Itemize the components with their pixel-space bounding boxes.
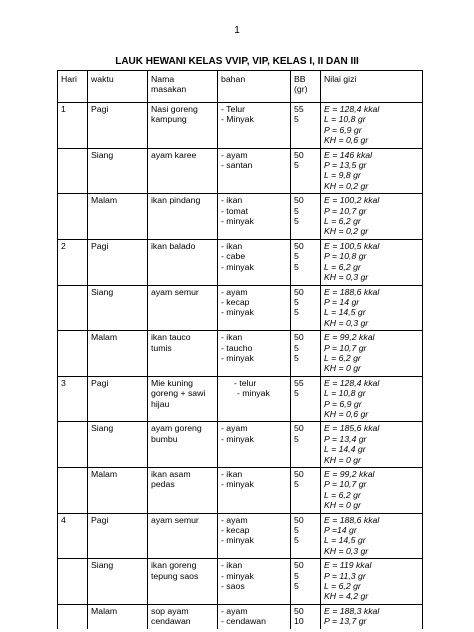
cell-nilai-gizi-line: E = 188,3 kkal (324, 605, 380, 616)
cell-waktu-text: Malam (91, 332, 118, 343)
cell-bb-line: 5 (294, 342, 299, 353)
cell-waktu-text: Pagi (91, 240, 109, 251)
cell-bb-line: 55 (294, 104, 304, 114)
header-bahan: bahan (218, 71, 291, 103)
cell-bahan-line: - minyak (221, 261, 254, 272)
cell-waktu-text: Pagi (91, 514, 109, 525)
cell-bahan-line: - ayam (221, 605, 248, 616)
cell-nama-masakan (148, 148, 218, 194)
table-row (58, 376, 423, 422)
cell-bahan-line: - ikan (221, 560, 243, 571)
cell-nilai-gizi (321, 331, 423, 377)
cell-nilai-gizi-line: E = 185,6 kkal (324, 423, 380, 434)
cell-nama-masakan (148, 604, 218, 628)
cell-nilai-gizi-line: E = 146 kkal (324, 149, 373, 160)
cell-hari (58, 239, 88, 285)
cell-nilai-gizi-line: E = 128,4 kkal (324, 377, 380, 388)
cell-nama-masakan-line: ikan asam (151, 469, 191, 479)
cell-bb-line: 50 (294, 423, 304, 434)
cell-bb-line: 5 (294, 479, 299, 490)
cell-nilai-gizi-line: KH = 0,3 gr (324, 545, 369, 556)
cell-nama-masakan (148, 194, 218, 240)
cell-waktu (88, 239, 148, 285)
cell-bahan-line: - minyak (221, 433, 254, 444)
header-nilai-gizi: Nilai gizi (321, 71, 423, 103)
cell-bahan-line: - ayam (221, 286, 248, 297)
cell-nilai-gizi (321, 239, 423, 285)
cell-nilai-gizi (321, 604, 423, 628)
cell-nilai-gizi-line: E = 99,2 kkal (324, 332, 375, 343)
cell-hari (58, 422, 88, 468)
cell-nilai-gizi-line: E = 100,2 kkal (324, 195, 380, 206)
table-row (58, 194, 423, 240)
cell-nilai-gizi (321, 376, 423, 422)
cell-bahan-line: - cabe (221, 251, 246, 262)
cell-bahan-line: - kecap (221, 525, 250, 536)
cell-nilai-gizi (321, 513, 423, 559)
cell-bb (291, 103, 321, 149)
cell-nilai-gizi (321, 285, 423, 331)
cell-bahan (218, 194, 291, 240)
cell-nilai-gizi-line: L = 6,2 gr (324, 581, 361, 592)
cell-waktu (88, 285, 148, 331)
cell-bb-line: 50 (294, 605, 304, 616)
cell-nilai-gizi-line: P = 10,7 gr (324, 479, 367, 490)
cell-bb (291, 468, 321, 514)
cell-waktu (88, 331, 148, 377)
cell-hari (58, 331, 88, 377)
cell-bahan-line: - ayam (221, 514, 248, 525)
cell-nama-masakan-line: goreng + sawi (151, 388, 206, 399)
cell-bahan-line: - ikan (221, 469, 243, 479)
cell-bb-line: 5 (294, 352, 299, 363)
cell-bb (291, 513, 321, 559)
cell-bb-line: 5 (294, 216, 299, 227)
cell-hari-text: 2 (61, 240, 66, 251)
cell-nilai-gizi-line: E = 99,2 kkal (324, 469, 375, 479)
cell-waktu-text: Pagi (91, 104, 109, 114)
cell-nilai-gizi (321, 148, 423, 194)
cell-nilai-gizi-line: P = 14 gr (324, 296, 360, 307)
cell-bahan-line: - cendawan (221, 616, 266, 627)
cell-nilai-gizi (321, 422, 423, 468)
cell-bahan (218, 331, 291, 377)
cell-nilai-gizi-line: L = 14,4 gr (324, 444, 366, 455)
table-row (58, 604, 423, 628)
cell-hari (58, 513, 88, 559)
table-row (58, 422, 423, 468)
cell-bahan (218, 468, 291, 514)
cell-waktu (88, 604, 148, 628)
cell-waktu (88, 422, 148, 468)
cell-bahan (218, 148, 291, 194)
cell-waktu-text: Siang (91, 560, 114, 571)
cell-bb-line: 5 (294, 307, 299, 318)
cell-nama-masakan-line: Nasi goreng (151, 104, 198, 114)
cell-bahan-line: - minyak (221, 352, 254, 363)
cell-bb-line: 5 (294, 433, 299, 444)
cell-nilai-gizi-line: KH = 0,2 gr (324, 226, 369, 237)
cell-nama-masakan-line: tepung saos (151, 570, 199, 581)
cell-bb (291, 604, 321, 628)
cell-nama-masakan-line: ayam semur (151, 286, 199, 297)
cell-bb (291, 285, 321, 331)
cell-waktu (88, 148, 148, 194)
cell-hari (58, 148, 88, 194)
cell-bb-line: 5 (294, 251, 299, 262)
cell-waktu (88, 513, 148, 559)
cell-nilai-gizi-line: P = 10,7 gr (324, 342, 367, 353)
cell-bahan (218, 285, 291, 331)
cell-bahan-line: - Minyak (221, 114, 254, 125)
cell-nilai-gizi-line: KH = 0,3 gr (324, 272, 369, 283)
cell-waktu (88, 559, 148, 605)
cell-bahan-line: - kecap (221, 296, 250, 307)
cell-waktu-text: Siang (91, 149, 114, 160)
cell-hari-text: 3 (61, 377, 66, 388)
cell-nama-masakan (148, 422, 218, 468)
cell-waktu-text: Pagi (91, 377, 109, 388)
cell-nilai-gizi-line: KH = 0,6 gr (324, 408, 369, 419)
cell-bb (291, 239, 321, 285)
cell-nama-masakan (148, 468, 218, 514)
cell-bahan-line: - minyak (237, 388, 270, 399)
cell-bb-line: 50 (294, 469, 304, 479)
page-number: 1 (234, 25, 240, 36)
table-row (58, 148, 423, 194)
cell-waktu-text: Siang (91, 423, 114, 434)
cell-bb-line: 5 (294, 296, 299, 307)
cell-hari-text: 4 (61, 514, 66, 525)
cell-nilai-gizi-line: KH = 0,3 gr (324, 317, 369, 328)
cell-nama-masakan-line: kampung (151, 114, 187, 125)
cell-nama-masakan (148, 103, 218, 149)
cell-nilai-gizi (321, 468, 423, 514)
cell-bb (291, 331, 321, 377)
cell-bb-line: 50 (294, 286, 304, 297)
cell-nilai-gizi (321, 559, 423, 605)
cell-waktu-text: Malam (91, 605, 118, 616)
cell-nilai-gizi-line: L = 6,2 gr (324, 261, 361, 272)
cell-hari (58, 103, 88, 149)
cell-nama-masakan (148, 285, 218, 331)
cell-bb-line: 50 (294, 560, 304, 571)
header-nama-masakan: Nama masakan (148, 71, 218, 103)
cell-nama-masakan (148, 559, 218, 605)
table-row (58, 331, 423, 377)
cell-bb-line: 50 (294, 240, 304, 251)
cell-nilai-gizi-line: KH = 0,2 gr (324, 180, 369, 191)
cell-bahan-line: - ayam (221, 149, 248, 160)
cell-hari (58, 376, 88, 422)
cell-bb-line: 5 (294, 388, 299, 399)
cell-nilai-gizi-line: L = 6,2 gr (324, 489, 361, 500)
cell-bahan (218, 559, 291, 605)
cell-bahan-line: - ikan (221, 332, 243, 343)
cell-nilai-gizi-line: P = 13,5 gr (324, 160, 367, 171)
cell-bb-line: 5 (294, 261, 299, 272)
cell-bb-line: 50 (294, 514, 304, 525)
cell-waktu-text: Malam (91, 195, 118, 206)
cell-nama-masakan-line: cendawan (151, 616, 191, 627)
cell-waktu (88, 376, 148, 422)
cell-bb-line: 5 (294, 205, 299, 216)
cell-waktu-text: Malam (91, 469, 118, 479)
cell-hari (58, 604, 88, 628)
cell-bahan-line: - telur (234, 377, 257, 388)
cell-nama-masakan-line: tumis (151, 342, 172, 353)
table-row (58, 285, 423, 331)
cell-bb-line: 50 (294, 195, 304, 206)
cell-nama-masakan-line: ikan tauco (151, 332, 191, 343)
cell-bahan-line: - santan (221, 160, 253, 171)
cell-bahan-line: - tomat (221, 205, 249, 216)
cell-hari (58, 194, 88, 240)
cell-nama-masakan (148, 331, 218, 377)
cell-hari-text: 1 (61, 104, 66, 114)
cell-bahan-line: - minyak (221, 479, 254, 490)
table-row (58, 513, 423, 559)
cell-nilai-gizi-line: E = 100,5 kkal (324, 240, 380, 251)
cell-nilai-gizi-line: L = 6,2 gr (324, 352, 361, 363)
cell-bb-line: 5 (294, 570, 299, 581)
cell-nama-masakan (148, 239, 218, 285)
table-header-row (58, 71, 423, 103)
cell-bahan (218, 604, 291, 628)
cell-bb-line: 55 (294, 377, 304, 388)
cell-bahan-line: - minyak (221, 570, 254, 581)
cell-bb-line: 5 (294, 581, 299, 592)
cell-nama-masakan-line: ikan pindang (151, 195, 201, 206)
cell-nilai-gizi-line: E = 188,6 kkal (324, 286, 380, 297)
cell-bb (291, 148, 321, 194)
cell-bahan-line: - ikan (221, 240, 243, 251)
cell-bahan (218, 422, 291, 468)
cell-nilai-gizi-line: L = 14,5 gr (324, 307, 366, 318)
cell-nama-masakan-line: Mie kuning (151, 377, 194, 388)
cell-nilai-gizi-line: P = 6,9 gr (324, 398, 362, 409)
cell-bahan-line: - minyak (221, 535, 254, 546)
cell-bb (291, 559, 321, 605)
cell-bahan (218, 239, 291, 285)
cell-bahan (218, 513, 291, 559)
cell-nilai-gizi-line: E = 128,4 kkal (324, 104, 380, 114)
table-row (58, 559, 423, 605)
cell-bb (291, 194, 321, 240)
cell-nilai-gizi-line: E = 119 kkal (324, 560, 372, 571)
cell-bahan-line: - minyak (221, 216, 254, 227)
cell-bahan-line: - ikan (221, 195, 243, 206)
cell-nama-masakan-line: sop ayam (151, 605, 189, 616)
cell-bb (291, 422, 321, 468)
cell-waktu (88, 468, 148, 514)
header-bb: BB (gr) (291, 71, 321, 103)
cell-hari (58, 285, 88, 331)
cell-bb-line: 5 (294, 160, 299, 171)
cell-hari (58, 468, 88, 514)
menu-table (57, 70, 423, 629)
cell-nilai-gizi-line: L = 9,8 gr (324, 170, 361, 181)
cell-nilai-gizi-line: L = 14,5 gr (324, 535, 366, 546)
cell-nama-masakan-line: ayam karee (151, 149, 197, 160)
cell-bb-line: 5 (294, 525, 299, 536)
cell-nilai-gizi-line: P = 13,4 gr (324, 433, 367, 444)
cell-nilai-gizi-line: P = 13,7 gr (324, 616, 367, 627)
cell-nilai-gizi-line: KH = 0 gr (324, 500, 361, 511)
cell-bahan (218, 103, 291, 149)
cell-bb-line: 5 (294, 535, 299, 546)
cell-nama-masakan (148, 513, 218, 559)
cell-nilai-gizi-line: P = 6,9 gr (324, 124, 362, 135)
cell-nama-masakan-line: hijau (151, 398, 170, 409)
cell-waktu-text: Siang (91, 286, 114, 297)
cell-nama-masakan (148, 376, 218, 422)
header-waktu: waktu (88, 71, 148, 103)
cell-nilai-gizi (321, 103, 423, 149)
cell-nilai-gizi (321, 194, 423, 240)
cell-bb-line: 50 (294, 149, 304, 160)
cell-bahan-line: - taucho (221, 342, 253, 353)
cell-nama-masakan-line: ayam goreng (151, 423, 202, 434)
cell-nilai-gizi-line: KH = 0 gr (324, 363, 361, 374)
cell-waktu (88, 194, 148, 240)
page-title: LAUK HEWANI KELAS VVIP, VIP, KELAS I, II DAN III (115, 56, 359, 67)
cell-bahan-line: - ayam (221, 423, 248, 434)
cell-nama-masakan-line: ikan goreng (151, 560, 197, 571)
cell-nilai-gizi-line: P = 11,3 gr (324, 570, 366, 581)
cell-nilai-gizi-line: KH = 4,2 gr (324, 591, 369, 602)
cell-nama-masakan-line: pedas (151, 479, 175, 490)
table-row (58, 103, 423, 149)
cell-nilai-gizi-line: L = 6,2 gr (324, 216, 361, 227)
table-row (58, 468, 423, 514)
cell-nama-masakan-line: bumbu (151, 433, 178, 444)
cell-nilai-gizi-line: KH = 0,6 gr (324, 135, 369, 146)
cell-bb-line: 5 (294, 114, 299, 125)
cell-bahan-line: - saos (221, 581, 245, 592)
cell-nilai-gizi-line: P =14 gr (324, 525, 357, 536)
cell-nilai-gizi-line: P = 10,8 gr (324, 251, 367, 262)
cell-bb-line: 10 (294, 616, 304, 627)
cell-bahan (218, 376, 291, 422)
cell-nama-masakan-line: ayam semur (151, 514, 199, 525)
cell-nilai-gizi-line: KH = 0 gr (324, 454, 361, 465)
cell-nilai-gizi-line: E = 188,6 kkal (324, 514, 380, 525)
cell-nilai-gizi-line: L = 10,8 gr (324, 388, 366, 399)
cell-bahan-line: - minyak (221, 307, 254, 318)
cell-nilai-gizi-line: L = 10,8 gr (324, 114, 366, 125)
cell-nilai-gizi-line: P = 10,7 gr (324, 205, 367, 216)
cell-bb (291, 376, 321, 422)
cell-waktu (88, 103, 148, 149)
table-row (58, 239, 423, 285)
cell-bahan-line: - Telur (221, 104, 245, 114)
cell-bb-line: 50 (294, 332, 304, 343)
cell-hari (58, 559, 88, 605)
cell-nama-masakan-line: ikan balado (151, 240, 196, 251)
header-hari: Hari (58, 71, 88, 103)
